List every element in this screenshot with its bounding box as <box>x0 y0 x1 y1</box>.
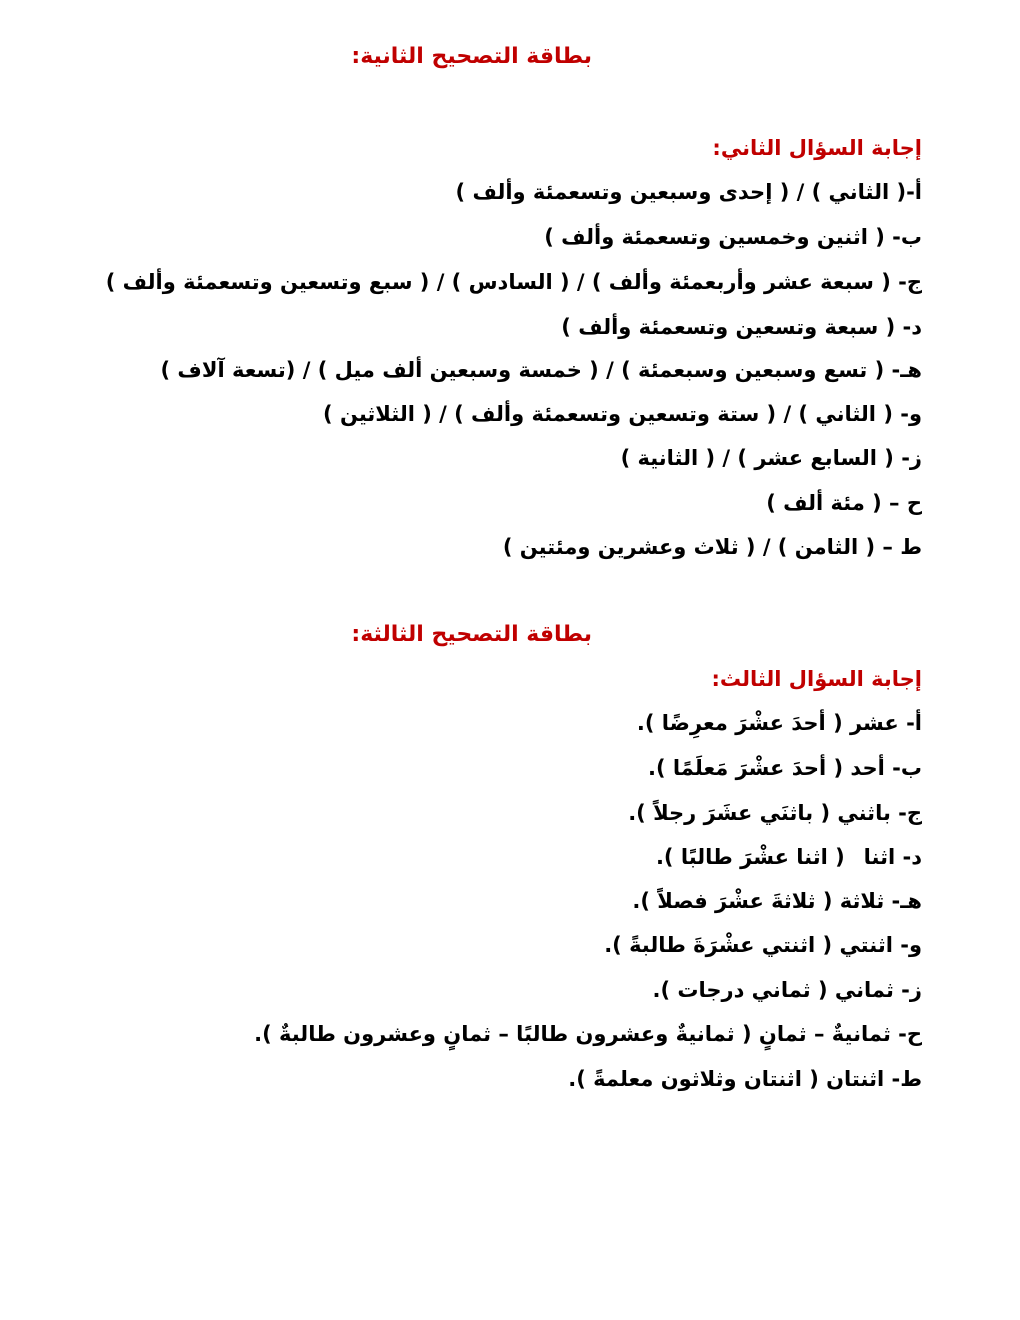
card3-answer-f-prefix: و- اثنتي <box>839 933 922 957</box>
card2-answer-h: ح – ( مئة ألف ) <box>766 491 922 515</box>
card3-answer-d-text: ( اثنا عشْرَ طالبًا ). <box>655 845 845 869</box>
card3-answer-d <box>656 845 922 869</box>
card3-answer-f-text: ( اثنتي عشْرَةَ طالبةً ). <box>604 933 833 957</box>
card3-answer-b-text: ( أحدَ عشْرَ مَعلَمًا ). <box>648 756 844 780</box>
card3-answer-e-prefix: هـ- ثلاثة <box>839 889 922 913</box>
card3-answer-a <box>637 711 922 735</box>
card2-answer-g: ز- ( السابع عشر ) / ( الثانية ) <box>620 446 922 470</box>
card2-title: بطاقة التصحيح الثانية: <box>351 44 592 69</box>
card2-answer-a: أ-( الثاني ) / ( إحدى وسبعين وتسعمئة وألف ) <box>455 180 922 204</box>
card3-answer-c-prefix: ج- باثني <box>837 801 922 825</box>
card2-answer-b: ب- ( اثنين وخمسين وتسعمئة وألف ) <box>544 225 922 249</box>
card3-answer-a-text: ( أحدَ عشْرَ معرِضًا ). <box>636 711 843 735</box>
card3-answer-g-prefix: ز- ثماني <box>834 978 922 1002</box>
card3-answer-i <box>568 1067 922 1091</box>
card2-question-title: إجابة السؤال الثاني: <box>712 136 922 160</box>
card3-answer-d-prefix: د- اثنا <box>863 845 922 869</box>
card3-answer-a-prefix: أ- عشر <box>849 711 922 735</box>
card3-title: بطاقة التصحيح الثالثة: <box>351 622 592 647</box>
card3-answer-c <box>628 801 922 825</box>
card3-answer-f <box>604 933 922 957</box>
card3-answer-c-text: ( باثنَي عشَرَ رجلاً ). <box>628 801 831 825</box>
card3-answer-e <box>632 889 922 913</box>
card3-answer-i-prefix: ط- اثنتان <box>826 1067 922 1091</box>
card2-answer-i: ط – ( الثامن ) / ( ثلاث وعشرين ومئتين ) <box>502 535 922 559</box>
card3-answer-h <box>254 1022 922 1046</box>
card3-answer-g <box>653 978 923 1002</box>
card3-question-title: إجابة السؤال الثالث: <box>711 667 922 691</box>
card2-answer-c: ج- ( سبعة عشر وأربعمئة وألف ) / ( السادس ) / ( سبع وتسعين وتسعمئة وألف ) <box>105 270 922 294</box>
card3-answer-i-text: ( اثنتان وثلاثون معلمةً ). <box>568 1067 819 1091</box>
card3-answer-b-prefix: ب- أحد <box>850 756 922 780</box>
card3-answer-h-text: ( ثمانيةٌ وعشرون طالبًا – ثمانٍ وعشرون طالبةٌ ). <box>254 1022 752 1046</box>
card3-answer-h-prefix: ح- ثمانيةٌ – ثمانٍ <box>758 1022 922 1046</box>
card3-answer-g-text: ( ثماني درجات ). <box>652 978 828 1002</box>
card3-answer-b <box>648 756 922 780</box>
card2-answer-d: د- ( سبعة وتسعين وتسعمئة وألف ) <box>561 315 922 339</box>
card2-answer-e: هـ- ( تسع وسبعين وسبعمئة ) / ( خمسة وسبعين ألف ميل ) / (تسعة آلاف ) <box>160 358 922 382</box>
card2-answer-f: و- ( الثاني ) / ( ستة وتسعين وتسعمئة وألف ) / ( الثلاثين ) <box>323 402 922 426</box>
card3-answer-e-text: ( ثلاثةَ عشْرَ فصلاً ). <box>632 889 833 913</box>
